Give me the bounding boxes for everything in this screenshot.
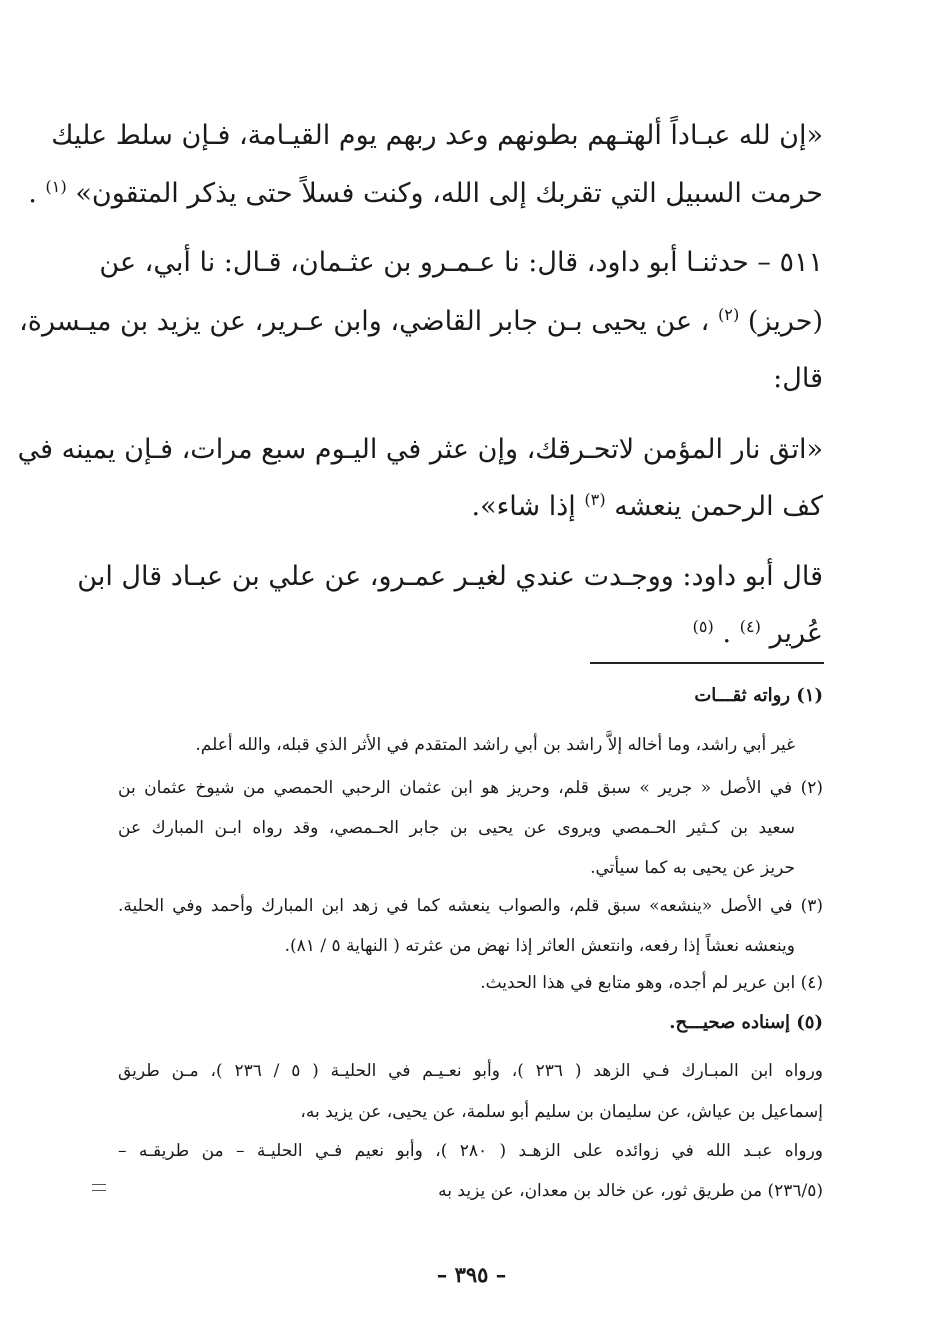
- hadith-2-line-2: [472, 487, 824, 527]
- isnad-511-line-3: قال:: [773, 363, 823, 394]
- footnote-5-line-2: إسماعيل بن عياش، عن سليمان بن سليم أبو سلمة، عن يحيى، عن يزيد به،: [300, 1102, 823, 1122]
- abu-dawud-line-2-start: عُرير: [769, 618, 823, 649]
- footnote-5-line-1: ورواه ابن المبـارك فـي الزهد ( ٢٣٦ )، وأبو نعـيـم في الحليـة ( ٥ / ٢٣٦ )، مـن طريق: [118, 1061, 823, 1081]
- page-number: – ٣٩٥ –: [436, 1262, 507, 1287]
- footnote-separator: [590, 662, 824, 664]
- footnote-1-text: غير أبي راشد، وما أخاله إلاَّ راشد بن أبي راشد المتقدم في الأثر الذي قبله، والله أعلم.: [195, 735, 795, 755]
- isnad-511-line-2-end: ، عن يحيى بـن جابر القاضي، وابن عـرير، عن يزيد بن ميـسرة،: [19, 306, 718, 337]
- isnad-511-line-2: [19, 302, 823, 342]
- hadith-1-line-1: «إن لله عبـاداً ألهتـهم بطونهم وعد ربهم يوم القيـامة، فـإن سلط عليك: [51, 120, 823, 151]
- footnote-ref-3: (٣): [584, 490, 606, 509]
- footnote-5-line-3: ورواه عبـد الله في زوائده على الزهـد ( ٢٨٠ )، وأبو نعيم فـي الحليـة – من طريقـه –: [118, 1141, 823, 1161]
- footnote-ref-5: (٥): [692, 617, 714, 636]
- hadith-2-line-2-start: كف الرحمن ينعشه: [614, 491, 823, 522]
- hadith-2-line-1: «اتق نار المؤمن لاتحـرقك، وإن عثر في اليـوم سبع مرات، فـإن يمينه في: [17, 434, 823, 465]
- footnote-1-heading: (١) رواته ثقـــات: [694, 685, 823, 706]
- footnote-4: (٤) ابن عرير لم أجده، وهو متابع في هذا الحديث.: [480, 973, 823, 993]
- abu-dawud-line-1: قال أبو داود: ووجـدت عندي لغيـر عمـرو، عن علي بن عبـاد قال ابن: [77, 561, 823, 592]
- isnad-511-line-2-start: (حريز): [747, 306, 823, 337]
- footnote-2-line-3: حريز عن يحيى به كما سيأتي.: [590, 858, 795, 878]
- footnote-2-line-2: سعيد بن كـثير الحـمصي ويروى عن يحيى بن جابر الحـمصي، وقد رواه ابـن المبارك عن: [118, 818, 795, 838]
- hadith-2-line-2-end: إذا شاء».: [471, 491, 585, 522]
- margin-mark: [92, 1184, 106, 1191]
- footnote-ref-2: (٢): [717, 305, 740, 324]
- footnote-ref-1: (١): [45, 177, 67, 196]
- footnote-5-heading: (٥) إسناده صحيـــح.: [669, 1012, 823, 1033]
- footnote-5-line-4: (٢٣٦/٥) من طريق ثور، عن خالد بن معدان، عن يزيد به: [438, 1181, 823, 1201]
- footnote-3-line-2: وينعشه نعشاً إذا رفعه، وانتعش العاثر إذا نهض من عثرته ( النهاية ٥ / ٨١).: [284, 936, 795, 956]
- abu-dawud-line-2-mid: .: [722, 618, 740, 649]
- abu-dawud-line-2: [693, 614, 824, 654]
- isnad-511-line-1: ٥١١ – حدثنـا أبو داود، قال: نا عـمـرو بن عثـمان، قـال: نا أبي، عن: [99, 247, 823, 278]
- hadith-1-line-2-end: .: [28, 178, 46, 209]
- footnote-3-line-1: (٣) في الأصل «ينشعه» سبق قلم، والصواب ينعشه كما في زهد ابن المبارك وأحمد وفي الحلية.: [118, 896, 823, 916]
- hadith-1-line-2-text: حرمت السبيل التي تقربك إلى الله، وكنت فسلاً حتى يذكر المتقون»: [75, 178, 823, 209]
- footnote-2-line-1: (٢) في الأصل « جرير » سبق قلم، وحريز هو ابن عثمان الرحبي الحمصي من شيوخ عثمان بن: [118, 778, 823, 798]
- footnote-ref-4: (٤): [739, 617, 761, 636]
- hadith-1-line-2: [28, 174, 823, 214]
